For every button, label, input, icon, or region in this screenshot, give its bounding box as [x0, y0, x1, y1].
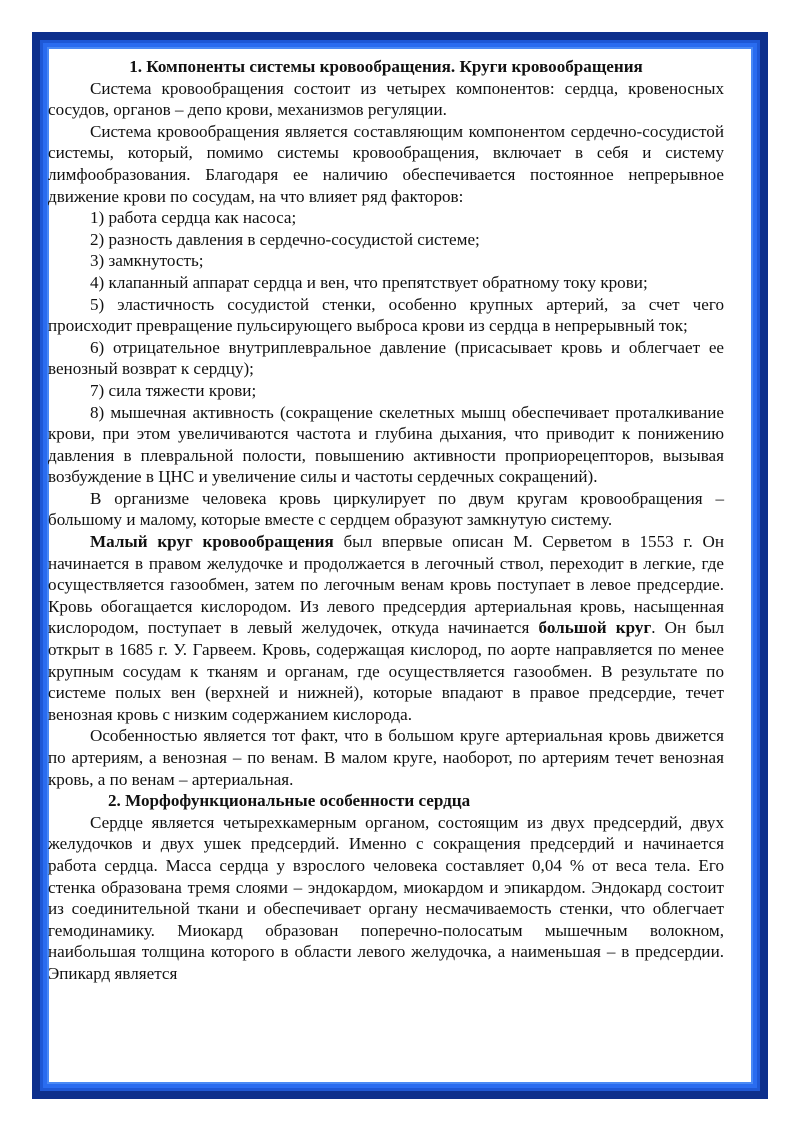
paragraph: Система кровообращения является составляющим компонентом сердечно-сосудистой системы, который, помимо системы кровообращения, включает в себя и систему лимфообразования. Благодаря ее наличию обеспечивается постоянное непрерывное движение крови по сосудам, на что влияет ряд факторов:: [48, 121, 724, 206]
list-item: 3) замкнутость;: [90, 251, 204, 271]
paragraph: Система кровообращения состоит из четырех компонентов: сердца, кровеносных сосудов, органов – депо крови, механизмов регуляции.: [48, 78, 724, 120]
paragraph: Особенностью является тот факт, что в большом круге артериальная кровь движется по артериям, а венозная – по венам. В малом круге, наоборот, по артериям течет венозная кровь, а по венам – артериальная.: [48, 726, 724, 789]
list-item: 1) работа сердца как насоса;: [90, 208, 297, 228]
paragraph: В организме человека кровь циркулирует по двум кругам кровообращения – большому и малому, которые вместе с сердцем образуют замкнутую систему.: [48, 488, 724, 530]
list-item: 2) разность давления в сердечно-сосудистой системе;: [90, 229, 480, 249]
paragraph: Сердце является четырехкамерным органом, состоящим из двух предсердий, двух желудочков и двух ушек предсердий. Именно с сокращения предсердий и начинается работа сердца. Масса сердца у взрослого человека составляет 0,04 % от веса тела. Его стенка образована тремя слоями – эндокардом, миокардом и эпикардом. Эндокард состоит из соединительной ткани и обеспечивает органу несмачиваемость стенки, что облегчает гемодинамику. Миокард образован поперечно-полосатым мышечным волокном, наибольшая толщина которого в области левого желудочка, а наименьшая – в предсердии. Эпикард является: [48, 812, 724, 983]
paragraph-text: был впервые описан М. Серветом в 1553 г. Он начинается в правом желудочке и продолжается в легочный ствол, переходит в легкие, где осуществляется газообмен, затем по легочным венам кровь поступает в левое предсердие. Кровь обогащается кислородом. Из левого предсердия артериальная кровь, насыщенная кислородом, поступает в левый желудочек, откуда начинается: [48, 532, 724, 638]
document-body: [48, 56, 724, 985]
bold-term-small-circle: Малый круг кровообращения: [90, 532, 334, 552]
list-item: 4) клапанный аппарат сердца и вен, что препятствует обратному току крови;: [90, 272, 648, 292]
paragraph-text: . Он был открыт в 1685 г. У. Гарвеем. Кровь, содержащая кислород, по аорте направляется по менее крупным сосудам к тканям и органам, где осуществляется газообмен. В результате по системе полых вен (верхней и нижней), которые впадают в правое предсердие, течет венозная кровь с низким содержанием кислорода.: [48, 618, 724, 724]
list-item: 5) эластичность сосудистой стенки, особенно крупных артерий, за счет чего происходит превращение пульсирующего выброса крови из сердца в непрерывный ток;: [48, 294, 724, 336]
paragraph-circulation: [48, 531, 724, 725]
list-item: 8) мышечная активность (сокращение скелетных мышц обеспечивает проталкивание крови, при этом увеличиваются частота и глубина дыхания, что приводит к понижению давления в плевральной полости, повышению активности проприорецепторов, вызывая возбуждение в ЦНС и увеличение силы и частоты сердечных сокращений).: [48, 402, 724, 487]
bold-term-big-circle: большой круг: [538, 618, 652, 638]
list-item: 7) сила тяжести крови;: [90, 380, 257, 400]
section-heading-2: 2. Морфофункциональные особенности сердца: [108, 791, 471, 811]
list-item: 6) отрицательное внутриплевральное давление (присасывает кровь и облегчает ее венозный возврат к сердцу);: [48, 337, 724, 379]
section-heading-1: 1. Компоненты системы кровообращения. Круги кровообращения: [129, 57, 643, 76]
